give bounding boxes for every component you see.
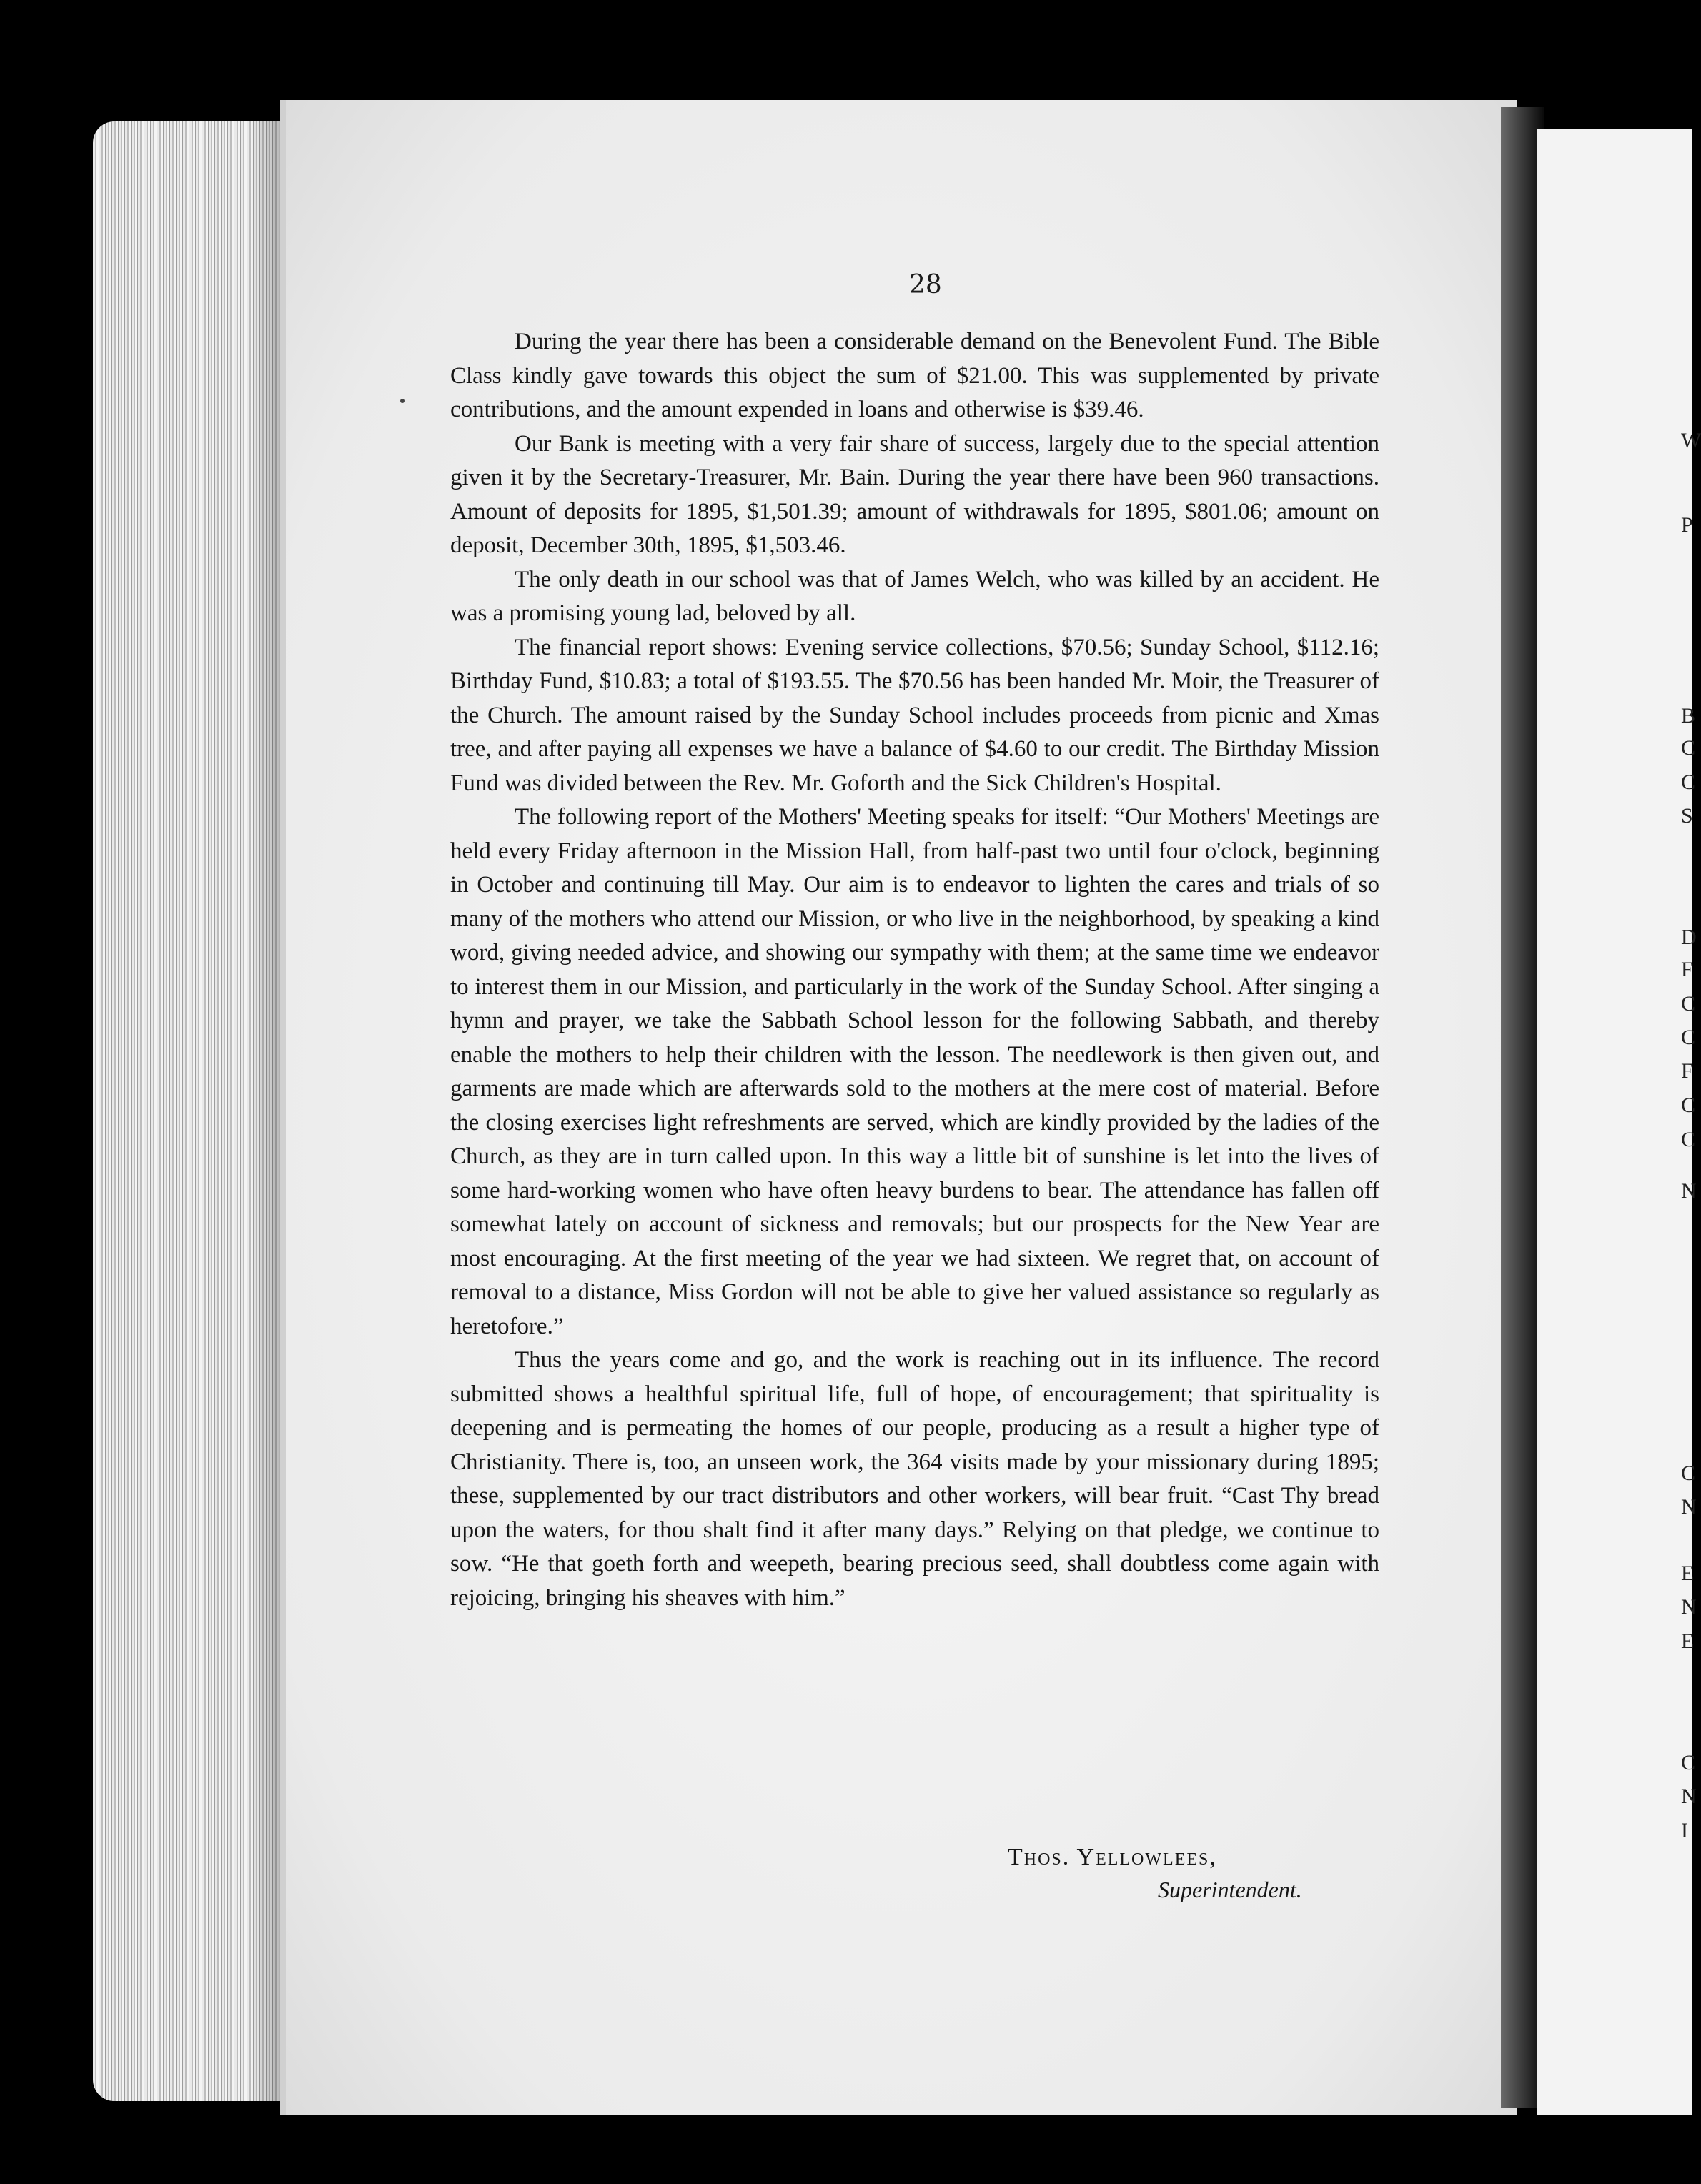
right-page-letter: C	[1681, 1128, 1696, 1151]
right-page-letter: F	[1681, 1059, 1693, 1083]
speck	[400, 399, 405, 403]
signature	[1008, 1844, 1302, 1903]
right-page	[1537, 129, 1695, 2115]
page-number: 28	[909, 270, 942, 299]
right-page-letter: I	[1681, 1819, 1688, 1842]
right-page-letter: E	[1681, 1629, 1695, 1653]
paragraph-death: The only death in our school was that of James Welch, who was killed by an accident. He was a promising young lad, beloved by all.	[450, 566, 1379, 626]
right-page-letter: N	[1681, 1595, 1697, 1619]
right-page-letter: C	[1681, 1093, 1696, 1117]
right-page-letter: C	[1681, 1751, 1696, 1774]
right-page-letter: C	[1681, 1461, 1696, 1485]
right-page-letter: S	[1681, 804, 1693, 828]
right-page-letter: N	[1681, 1495, 1697, 1519]
right-page-letter: E	[1681, 1562, 1695, 1585]
signature-title: Superintendent.	[1158, 1877, 1302, 1902]
paragraph-closing: Thus the years come and go, and the work is reaching out in its influence. The record submitted shows a healthful spiritual life, full of hope, of encouragement; that spirituality is deepening and is permeating the homes of our people, producing as a result a higher type of Christianity. There is, too, an unseen work, the 364 visits made by your missionary during 1895; these, supplemented by our tract distributors and other workers, will bear fruit. “Cast Thy bread upon the waters, for thou shalt find it after many days.” Relying on that pledge, we continue to sow. “He that goeth forth and weepeth, bearing precious seed, shall doubtless come again with rejoicing, bringing his sheaves with him.”	[450, 1347, 1379, 1611]
paragraph-bank: Our Bank is meeting with a very fair share of success, largely due to the special attention given it by the Secretary-Treasurer, Mr. Bain. During the year there have been 960 transactions. Amount of deposits for 1895, $1,501.39; amount of withdrawals for 1895, $801.06; amount on deposit, December 30th, 1895, $1,503.46.	[450, 430, 1379, 558]
right-page-letter: N	[1681, 1785, 1697, 1808]
right-page-letter: C	[1681, 736, 1696, 760]
right-page-letter: F	[1681, 958, 1693, 981]
right-page-letter: W	[1681, 429, 1701, 452]
right-page-letter: C	[1681, 770, 1696, 794]
paragraph-mothers-meeting: The following report of the Mothers' Meeting speaks for itself: “Our Mothers' Meetings are held every Friday afternoon in the Mission Hall, from half-past two until four o'clock, beginning in October and continuing till May. Our aim is to endeavor to lighten the cares and trials of so many of the mothers who attend our Mission, or who live in the neighborhood, by speaking a kind word, giving needed advice, and showing our sympathy with them; at the same time we endeavor to interest them in our Mission, and particularly in the work of the Sunday School. After singing a hymn and prayer, we take the Sabbath School lesson for the following Sabbath, and thereby enable the mothers to help their children with the lesson. The needlework is then given out, and garments are made which are afterwards sold to the mothers at the mere cost of material. Before the closing exercises light refreshments are served, which are kindly provided by the ladies of the Church, as they are in turn called upon. In this way a little bit of sunshine is let into the lives of some hard-working women who have often heavy burdens to bear. The attendance has fallen off somewhat lately on account of sickness and removals; but our prospects for the New Year are most encouraging. At the first meeting of the year we had sixteen. We regret that, on account of removal to a distance, Miss Gordon will not be able to give her valued assistance so regularly as heretofore.”	[450, 804, 1379, 1339]
body-text	[450, 325, 1379, 1615]
right-page-letter: B	[1681, 704, 1696, 728]
right-page-letter: C	[1681, 1026, 1696, 1049]
signature-name: Thos. Yellowlees,	[1008, 1844, 1217, 1870]
right-page-letter: C	[1681, 992, 1696, 1016]
right-page-letter: P	[1681, 513, 1693, 537]
right-page-letter: N	[1681, 1179, 1697, 1203]
paragraph-benevolent-fund: During the year there has been a considerable demand on the Benevolent Fund. The Bible Class kindly gave towards this object the sum of $21.00. This was supplemented by private contributions, and the amount expended in loans and otherwise is $39.46.	[450, 329, 1379, 422]
right-page-letter: D	[1681, 925, 1697, 949]
paragraph-financial-report: The financial report shows: Evening service collections, $70.56; Sunday School, $112.16; Birthday Fund, $10.83; a total of $193.55. The $70.56 has been handed Mr. Moir, the Treasurer of the Church. The amount raised by the Sunday School includes proceeds from picnic and Xmas tree, and after paying all expenses we have a balance of $4.60 to our credit. The Birthday Mission Fund was divided between the Rev. Mr. Goforth and the Sick Children's Hospital.	[450, 634, 1379, 796]
